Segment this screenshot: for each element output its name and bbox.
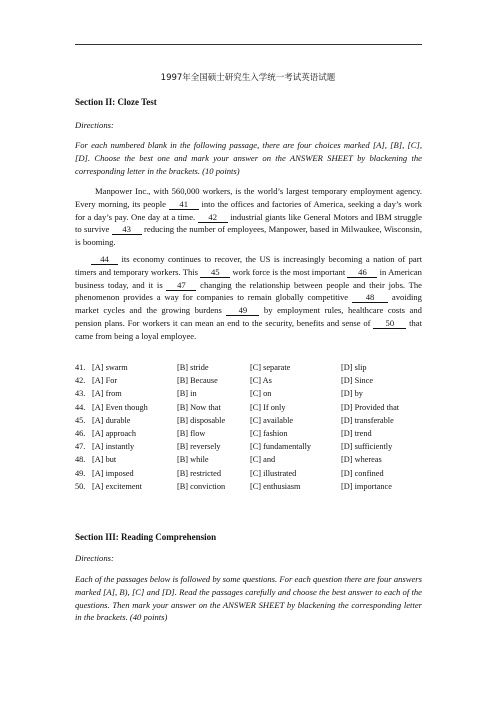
option-row-43 [75, 389, 422, 402]
document-title: 1997年全国硕士研究生入学统一考试英语试题 [160, 73, 336, 83]
question-number: 46. [75, 428, 86, 438]
option-d: [D] trend [341, 428, 372, 438]
option-d: [D] whereas [341, 455, 382, 465]
blank-48: 48 [352, 292, 388, 303]
option-row-47 [75, 442, 422, 455]
question-number: 50. [75, 481, 86, 491]
cloze-paragraph-1 [75, 185, 422, 249]
passage-text: its economy continues to recover, the US is increasingly becoming a nation of part timers and temporary workers. This [75, 253, 422, 277]
option-c: [C] As [250, 376, 272, 386]
passage-text: avoiding market cycles and the growing burdens [75, 292, 422, 316]
option-d: [D] confined [341, 468, 384, 478]
option-a: [A] but [92, 455, 117, 465]
option-b: [B] restricted [177, 468, 222, 478]
option-c: [C] available [250, 415, 294, 425]
option-d: [D] transferable [341, 415, 394, 425]
section-3-heading: Section III: Reading Comprehension [75, 532, 217, 542]
option-d: [D] by [341, 389, 363, 399]
passage-text: changing the relationship between people and their jobs. The phenomenon provides a way for companies to remain globally competitive [75, 279, 423, 303]
option-a: [A] Even though [92, 402, 148, 412]
option-b: [B] conviction [177, 481, 226, 491]
option-a: [A] from [92, 389, 122, 399]
question-number: 49. [75, 468, 86, 478]
passage-text: reducing the number of employees, Manpower, based in Milwaukee, Wisconsin, is booming. [75, 224, 422, 248]
question-number: 42. [75, 376, 86, 386]
option-a: [A] swarm [92, 363, 128, 372]
option-b: [B] Because [177, 376, 218, 386]
option-b: [B] disposable [177, 415, 226, 425]
blank-46: 46 [347, 267, 377, 278]
option-c: [C] If only [250, 402, 286, 412]
option-row-42 [75, 376, 422, 389]
option-a: [A] excitement [92, 481, 142, 491]
cloze-paragraph-2 [75, 253, 422, 343]
option-b: [B] flow [177, 428, 206, 438]
question-number: 41. [75, 363, 86, 372]
option-d: [D] importance [341, 481, 392, 491]
cloze-passage [75, 185, 422, 343]
section-3-directions-label: Directions: [75, 553, 114, 563]
section-2-directions-text: For each numbered blank in the following passage, there are four choices marked [A], [B], [C], [D]. Choose the best one and mark your answer on the ANSWER SHEET by blackening the corresponding letter in the brackets. (10 points) [75, 140, 422, 176]
blank-42: 42 [198, 212, 228, 223]
blank-45: 45 [200, 267, 230, 278]
passage-text: that came from being a loyal employee. [75, 317, 422, 341]
passage-text: Manpower Inc., with 560,000 workers, is the world’s largest temporary employment agency. Every morning, its people [75, 186, 422, 209]
option-d: [D] Provided that [341, 402, 400, 412]
passage-text: work force is the most important [232, 266, 346, 277]
blank-50: 50 [373, 318, 406, 329]
option-row-50 [75, 482, 422, 495]
question-number: 43. [75, 389, 86, 399]
option-d: [D] sufficiently [341, 442, 393, 452]
section-2-heading: Section II: Cloze Test [75, 97, 157, 107]
question-number: 44. [75, 402, 86, 412]
blank-44: 44 [91, 254, 118, 265]
option-b: [B] reversely [177, 442, 221, 452]
option-c: [C] fundamentally [250, 442, 312, 452]
option-c: [C] and [250, 455, 276, 465]
section-3-directions-text: Each of the passages below is followed by some questions. For each question there are four answers marked [A], B), [C] and [D]. Read the passages carefully and choose the best answer to each of the questions. Then mark your answer on the ANSWER SHEET by blackening the corresponding letter in the brackets. (40 points) [75, 574, 422, 623]
option-row-49 [75, 469, 422, 482]
option-c: [C] enthusiasm [250, 481, 301, 491]
section-2-directions-label: Directions: [75, 120, 114, 130]
question-number: 45. [75, 415, 86, 425]
options-list [75, 363, 422, 495]
option-c: [C] separate [250, 363, 291, 372]
option-c: [C] on [250, 389, 272, 399]
blank-41: 41 [169, 199, 199, 210]
option-b: [B] in [177, 389, 197, 399]
option-d: [D] slip [341, 363, 367, 372]
option-row-45 [75, 416, 422, 429]
option-b: [B] while [177, 455, 209, 465]
option-row-44 [75, 403, 422, 416]
question-number: 47. [75, 442, 86, 452]
blank-49: 49 [226, 305, 259, 316]
option-row-46 [75, 429, 422, 442]
option-a: [A] imposed [92, 468, 134, 478]
option-row-41 [75, 363, 422, 376]
option-b: [B] stride [177, 363, 209, 372]
question-number: 48. [75, 455, 86, 465]
passage-text: in American business today, and it is [75, 266, 422, 290]
option-d: [D] Since [341, 376, 374, 386]
header-rule [75, 44, 422, 45]
option-a: [A] approach [92, 428, 136, 438]
passage-text: by employment rules, healthcare costs and pension plans. For workers it can mean an end to the security, benefits and sense of [75, 305, 422, 328]
option-a: [A] For [92, 376, 118, 386]
option-a: [A] durable [92, 415, 131, 425]
option-c: [C] illustrated [250, 468, 297, 478]
blank-47: 47 [166, 280, 196, 291]
passage-text: into the offices and factories of America, seeking a day’s work for a day’s pay. One day at a time. [75, 198, 423, 222]
option-c: [C] fashion [250, 428, 288, 438]
option-row-48 [75, 455, 422, 468]
option-a: [A] instantly [92, 442, 135, 452]
passage-text: industrial giants like General Motors and IBM struggle to survive [75, 211, 422, 235]
option-b: [B] Now that [177, 402, 221, 412]
blank-43: 43 [112, 224, 142, 235]
